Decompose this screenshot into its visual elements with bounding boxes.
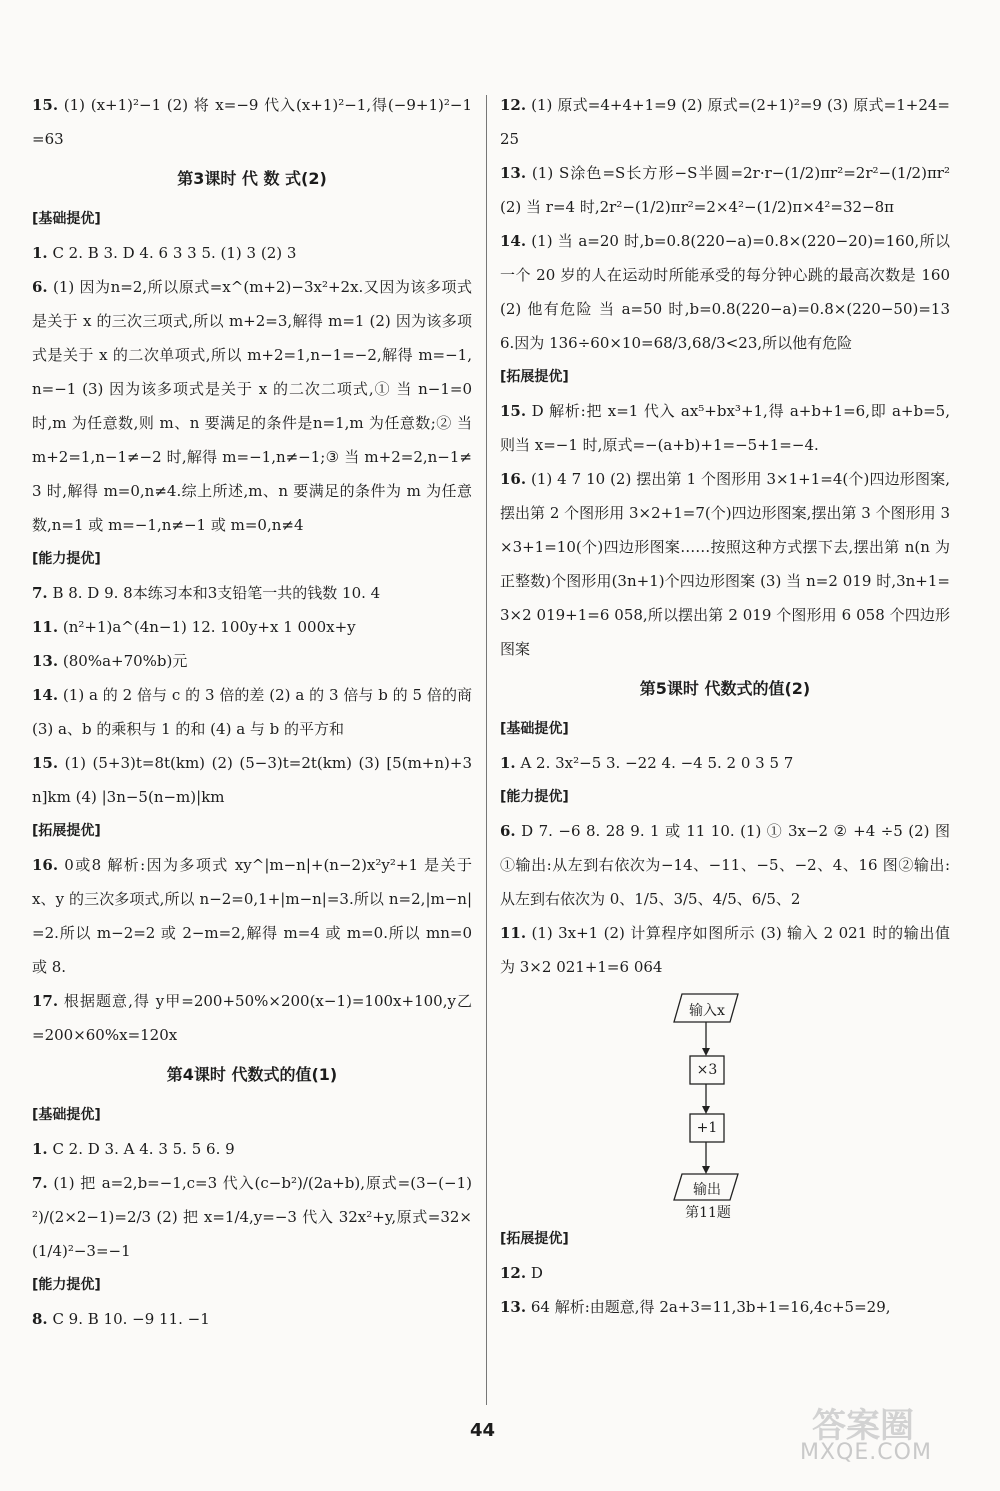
answer-item (32, 678, 472, 746)
question-number: 16. (32, 856, 59, 874)
answer-item (500, 814, 950, 916)
section-heading: [拓展提优] (500, 369, 569, 385)
answer-item (32, 236, 472, 270)
answer-text: (1) 把 a=2,b=−1,c=3 代入(c−b²)/(2a+b),原式=(3−(−1)²)/(2×2−1)=2/3 (2) 把 x=1/4,y=−3 代入 32x²+y,原式=32×(1/4)²−3=−1 (32, 1174, 472, 1260)
answer-item (32, 1166, 472, 1268)
answer-text: (1) (x+1)²−1 (2) 将 x=−9 代入(x+1)²−1,得(−9+1)²−1=63 (32, 96, 472, 148)
answer-text: (80%a+70%b)元 (58, 652, 188, 670)
answer-item (500, 1256, 950, 1290)
answer-text: (n²+1)a^(4n−1) 12. 100y+x 1 000x+y (58, 618, 356, 636)
answer-item (32, 576, 472, 610)
answer-item (500, 88, 950, 156)
question-number: 14. (500, 232, 527, 250)
answer-text: (1) 当 a=20 时,b=0.8(220−a)=0.8×(220−20)=160,所以一个 20 岁的人在运动时所能承受的每分钟心跳的最高次数是 160 (2) 他有危险 当 a=50 时,b=0.8(220−a)=0.8×(220−50)=136.因为 136÷60×10=68/3,68/3<23,所以他有危险 (500, 232, 950, 352)
answer-text: (1) S涂色=S长方形−S半圆=2r·r−(1/2)πr²=2r²−(1/2)πr² (2) 当 r=4 时,2r²−(1/2)πr²=2×4²−(1/2)π×4²=32−8π (500, 164, 950, 216)
question-number: 1. (32, 1140, 48, 1158)
section-heading: [能力提优] (500, 789, 569, 805)
question-number: 15. (32, 96, 59, 114)
flowchart (672, 992, 792, 1222)
question-number: 15. (500, 402, 527, 420)
question-number: 1. (500, 754, 516, 772)
answer-item (32, 88, 472, 156)
question-number: 13. (32, 652, 59, 670)
question-number: 11. (32, 618, 59, 636)
answer-item (500, 224, 950, 360)
answer-item (32, 1132, 472, 1166)
answer-item (32, 746, 472, 814)
answer-text: (1) 4 7 10 (2) 摆出第 1 个图形用 3×1+1=4(个)四边形图案,摆出第 2 个图形用 3×2+1=7(个)四边形图案,摆出第 3 个图形用 3×3+1=10(个)四边形图案……按照这种方式摆下去,摆出第 n(n 为正整数)个图形用(3n+1)个四边形图案 (3) 当 n=2 019 时,3n+1=3×2 019+1=6 058,所以摆出第 2 019 个图形用 6 058 个四边形图案 (500, 470, 950, 658)
answer-text: D 解析:把 x=1 代入 ax⁵+bx³+1,得 a+b+1=6,即 a+b=5,则当 x=−1 时,原式=−(a+b)+1=−5+1=−4. (500, 402, 950, 454)
answer-text: (1) 因为n=2,所以原式=x^(m+2)−3x²+2x.又因为该多项式是关于 x 的三次三项式,所以 m+2=3,解得 m=1 (2) 因为该多项式是关于 x 的二次单项式,所以 m+2=1,n−1=−2,解得 m=−1,n=−1 (3) 因为该多项式是关于 x 的二次二项式,① 当 n−1=0 时,m 为任意数,则 m、n 要满足的条件是n=1,m 为任意数;② 当 m+2=1,n−1≠−2 时,解得 m=−1,n≠−1;③ 当 m+2=2,n−1≠3 时,解得 m=0,n≠4.综上所述,m、n 要满足的条件为 m 为任意数,n=1 或 m=−1,n≠−1 或 m=0,n≠4 (32, 278, 472, 534)
answer-text: (1) 3x+1 (2) 计算程序如图所示 (3) 输入 2 021 时的输出值为 3×2 021+1=6 064 (500, 924, 950, 976)
answer-item (500, 462, 950, 666)
question-number: 16. (500, 470, 527, 488)
answer-text: (1) (5+3)t=8t(km) (2) (5−3)t=2t(km) (3) [5(m+n)+3n]km (4) |3n−5(n−m)|km (32, 754, 472, 806)
answer-item (500, 1290, 950, 1324)
watermark-url: MXQE.COM (800, 1440, 932, 1465)
question-number: 11. (500, 924, 527, 942)
answer-text: 0或8 解析:因为多项式 xy^|m−n|+(n−2)x²y²+1 是关于 x、y 的三次多项式,所以 n−2=0,1+|m−n|=3.所以 n=2,|m−n|=2.所以 m−2=2 或 2−m=2,解得 m=4 或 m=0.所以 mn=0 或 8. (32, 856, 472, 976)
answer-text: A 2. 3x²−5 3. −22 4. −4 5. 2 0 3 5 7 (515, 754, 794, 772)
question-number: 1. (32, 244, 48, 262)
right-column (500, 88, 950, 1324)
answer-text: C 2. D 3. A 4. 3 5. 5 6. 9 (47, 1140, 235, 1158)
answer-text: (1) a 的 2 倍与 c 的 3 倍的差 (2) a 的 3 倍与 b 的 5 倍的商 (3) a、b 的乘积与 1 的和 (4) a 与 b 的平方和 (32, 686, 472, 738)
flow-output: 输出 (693, 1182, 721, 1198)
page-number: 44 (470, 1420, 496, 1441)
watermark-logo: 答案圈 (812, 1406, 914, 1446)
answer-text: 64 解析:由题意,得 2a+3=11,3b+1=16,4c+5=29, (526, 1298, 891, 1316)
question-number: 7. (32, 584, 48, 602)
section-heading: [基础提优] (32, 211, 101, 227)
lesson-title: 第5课时 代数式的值(2) (639, 679, 811, 698)
section-heading: [基础提优] (500, 721, 569, 737)
section-heading: [拓展提优] (500, 1231, 569, 1247)
section-heading: [能力提优] (32, 1277, 101, 1293)
flow-caption: 第11题 (685, 1205, 731, 1221)
lesson-title: 第3课时 代 数 式(2) (177, 169, 327, 188)
left-column (32, 88, 472, 1336)
question-number: 8. (32, 1310, 48, 1328)
question-number: 13. (500, 1298, 527, 1316)
answer-item (32, 644, 472, 678)
answer-item (32, 984, 472, 1052)
answer-item (500, 746, 950, 780)
answer-item (500, 394, 950, 462)
section-heading: [基础提优] (32, 1107, 101, 1123)
answer-text: 根据题意,得 y甲=200+50%×200(x−1)=100x+100,y乙=200×60%x=120x (32, 992, 472, 1044)
lesson-title: 第4课时 代数式的值(1) (166, 1065, 338, 1084)
flow-add: +1 (696, 1120, 718, 1136)
question-number: 12. (500, 1264, 527, 1282)
answer-text: B 8. D 9. 8本练习本和3支铅笔一共的钱数 10. 4 (47, 584, 381, 602)
section-heading: [能力提优] (32, 551, 101, 567)
question-number: 17. (32, 992, 59, 1010)
question-number: 14. (32, 686, 59, 704)
answer-text: (1) 原式=4+4+1=9 (2) 原式=(2+1)²=9 (3) 原式=1+24=25 (500, 96, 950, 148)
answer-text: D (526, 1264, 543, 1282)
section-heading: [拓展提优] (32, 823, 101, 839)
flow-multiply: ×3 (696, 1062, 718, 1078)
answer-item (32, 610, 472, 644)
column-divider (486, 95, 487, 1405)
answer-item (32, 270, 472, 542)
answer-text: C 2. B 3. D 4. 6 3 3 5. (1) 3 (2) 3 (47, 244, 297, 262)
answer-item (32, 848, 472, 984)
question-number: 15. (32, 754, 59, 772)
flow-input: 输入x (689, 1003, 725, 1019)
question-number: 13. (500, 164, 527, 182)
answer-item (500, 916, 950, 984)
question-number: 6. (32, 278, 48, 296)
answer-text: D 7. −6 8. 28 9. 1 或 11 10. (1) ① 3x−2 ② +4 ÷5 (2) 图①输出:从左到右依次为−14、−11、−5、−2、4、16 图②输出:从左到右依次为 0、1/5、3/5、4/5、6/5、2 (500, 822, 950, 908)
question-number: 6. (500, 822, 516, 840)
question-number: 7. (32, 1174, 48, 1192)
answer-text: C 9. B 10. −9 11. −1 (47, 1310, 210, 1328)
answer-item (500, 156, 950, 224)
question-number: 12. (500, 96, 527, 114)
answer-item (32, 1302, 472, 1336)
